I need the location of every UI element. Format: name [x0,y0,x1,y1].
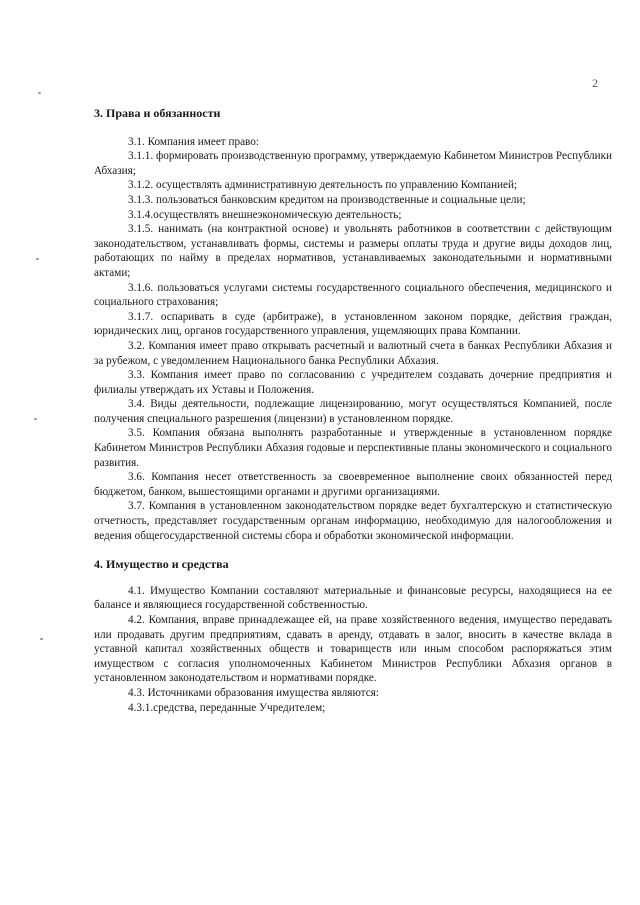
section-4-body [94,584,612,715]
page-number: 2 [592,76,598,90]
section-3-body [94,135,612,544]
scan-speck [36,258,39,260]
paragraph: 3.1. Компания имеет право: [128,135,259,148]
section-3-heading: 3. Права и обязанности [94,106,221,120]
paragraph: 4.1. Имущество Компании составляют материальные и финансовые ресурсы, находящиеся на ее балансе и являющиеся государственной собственностью. [94,584,612,612]
section-4-heading: 4. Имущество и средства [94,557,229,572]
paragraph: 3.1.4.осуществлять внешнеэкономическую деятельность; [128,208,402,221]
paragraph: 3.6. Компания несет ответственность за своевременное выполнение своих обязанностей перед бюджетом, банком, вышестоящими органами и другими организациями. [94,471,612,498]
paragraph: 3.5. Компания обязана выполнять разработанные и утвержденные в установленном порядке Кабинетом Министров Республики Абхазия годовые и перспективные планы экономического и социального развития. [94,427,613,469]
paragraph: 3.1.7. оспаривать в суде (арбитраже), в установленном законом порядке, действия граждан, юридических лиц, органов государственного управления, ущемляющих права Компании. [94,310,612,338]
paragraph: 3.1.2. осуществлять административную деятельность по управлению Компанией; [128,179,518,192]
scan-speck [34,418,37,420]
paragraph: 3.1.1. формировать производственную программу, утверждаемую Кабинетом Министров Республики Абхазия; [94,150,612,177]
paragraph: 3.2. Компания имеет право открывать расчетный и валютный счета в банках Республики Абхазия и за рубежом, с уведомлением Национального банка Республики Абхазия. [94,339,612,367]
paragraph: 3.3. Компания имеет право по согласованию с учредителем создавать дочерние предприятия и филиалы утверждать их Уставы и Положения. [94,369,612,396]
paragraph: 4.3. Источниками образования имущества являются: [128,686,379,699]
scan-speck [38,92,41,94]
scan-speck [40,638,43,640]
document-body [94,106,612,715]
paragraph: 3.1.3. пользоваться банковским кредитом на производственные и социальные цели; [128,193,526,206]
paragraph: 4.2. Компания, вправе принадлежащее ей, на праве хозяйственного ведения, имущество передавать или продавать другим предприятиям, сдавать в аренду, отдавать в залог, вносить в качестве вклада в уставной капитал хозяйственных обществ и товариществ или иным способом распоряжаться этим имуществом с согласия уполномоченных Кабинетом Министров Республики Абхазия органов в установленном законодательством и нормативами порядке. [94,614,612,685]
paragraph: 3.4. Виды деятельности, подлежащие лицензированию, могут осуществляться Компанией, после получения специального разрешения (лицензии) в установленном порядке. [94,398,612,425]
paragraph: 4.3.1.средства, переданные Учредителем; [128,701,326,714]
paragraph: 3.7. Компания в установленном законодательством порядке ведет бухгалтерскую и статистическую отчетность, представляет государственным органам информацию, необходимую для налогообложения и ведения общегосударственной системы сбора и обработки экономической информации. [94,500,612,542]
paragraph: 3.1.5. нанимать (на контрактной основе) и увольнять работников в соответствии с действующим законодательством, устанавливать формы, системы и размеры оплаты труда и другие виды доходов лиц, работающих по найму в пределах нормативов, устанавливаемых законодательными и нормативными актами; [94,223,612,279]
paragraph: 3.1.6. пользоваться услугами системы государственного социального обеспечения, медицинского и социального страхования; [94,281,612,309]
